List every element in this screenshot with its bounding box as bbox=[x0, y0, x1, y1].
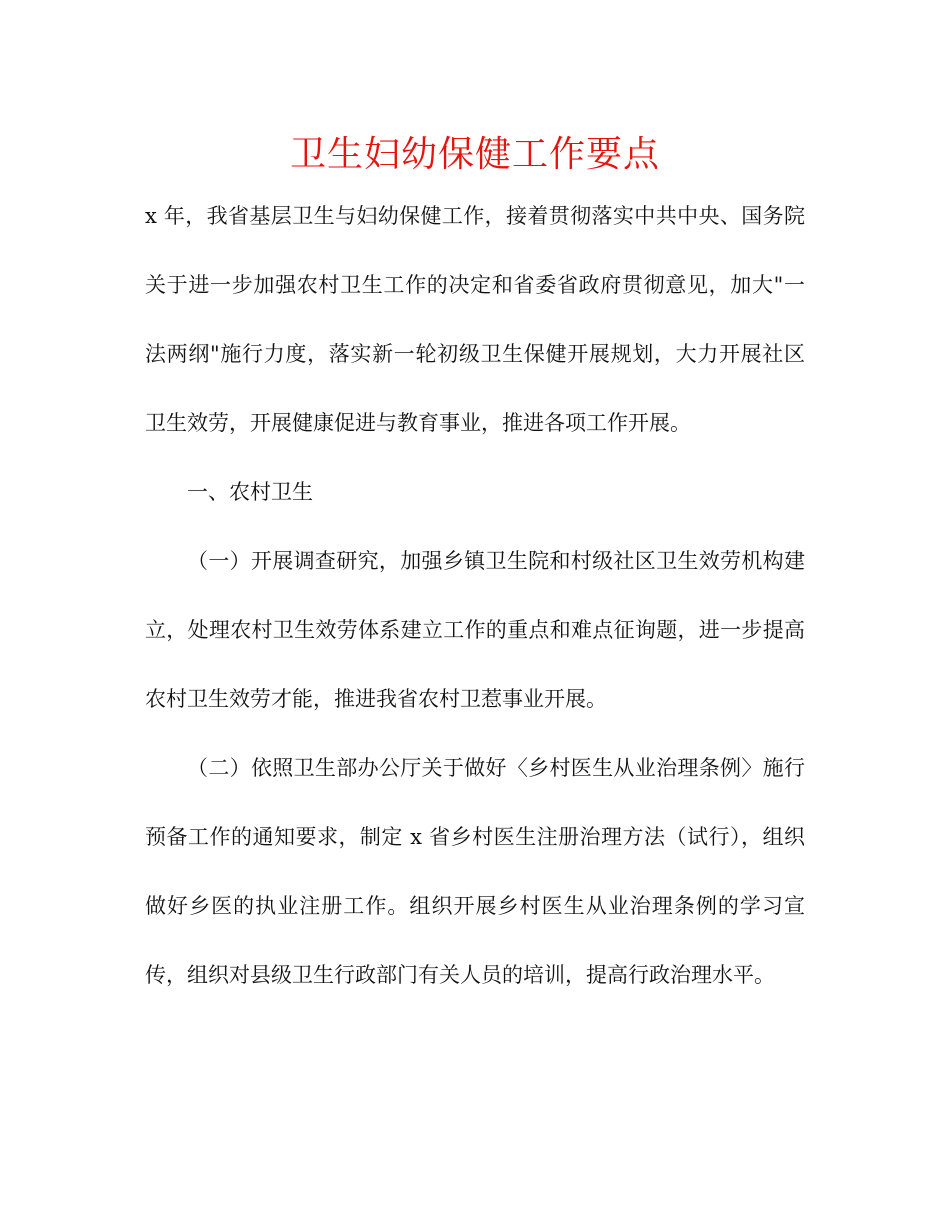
item-paragraph-1: （一）开展调查研究，加强乡镇卫生院和村级社区卫生效劳机构建立，处理农村卫生效劳体系建立工作的重点和难点征询题，进一步提高农村卫生效劳才能，推进我省农村卫惹事业开展。 bbox=[145, 549, 805, 711]
document-body bbox=[145, 182, 805, 1010]
section-heading: 一、农村卫生 bbox=[187, 480, 313, 504]
document-title: 卫生妇幼保健工作要点 bbox=[289, 134, 660, 175]
item-paragraph-2: （二）依照卫生部办公厅关于做好〈乡村医生从业治理条例〉施行预备工作的通知要求，制定 x 省乡村医生注册治理方法（试行），组织做好乡医的执业注册工作。组织开展乡村医生从业治理条例的学习宣传，组织对县级卫生行政部门有关人员的培训，提高行政治理水平。 bbox=[145, 756, 805, 987]
intro-paragraph: x 年，我省基层卫生与妇幼保健工作，接着贯彻落实中共中央、国务院关于进一步加强农村卫生工作的决定和省委省政府贯彻意见，加大"一法两纲"施行力度，落实新一轮初级卫生保健开展规划，大力开展社区卫生效劳，开展健康促进与教育事业，推进各项工作开展。 bbox=[145, 204, 805, 435]
